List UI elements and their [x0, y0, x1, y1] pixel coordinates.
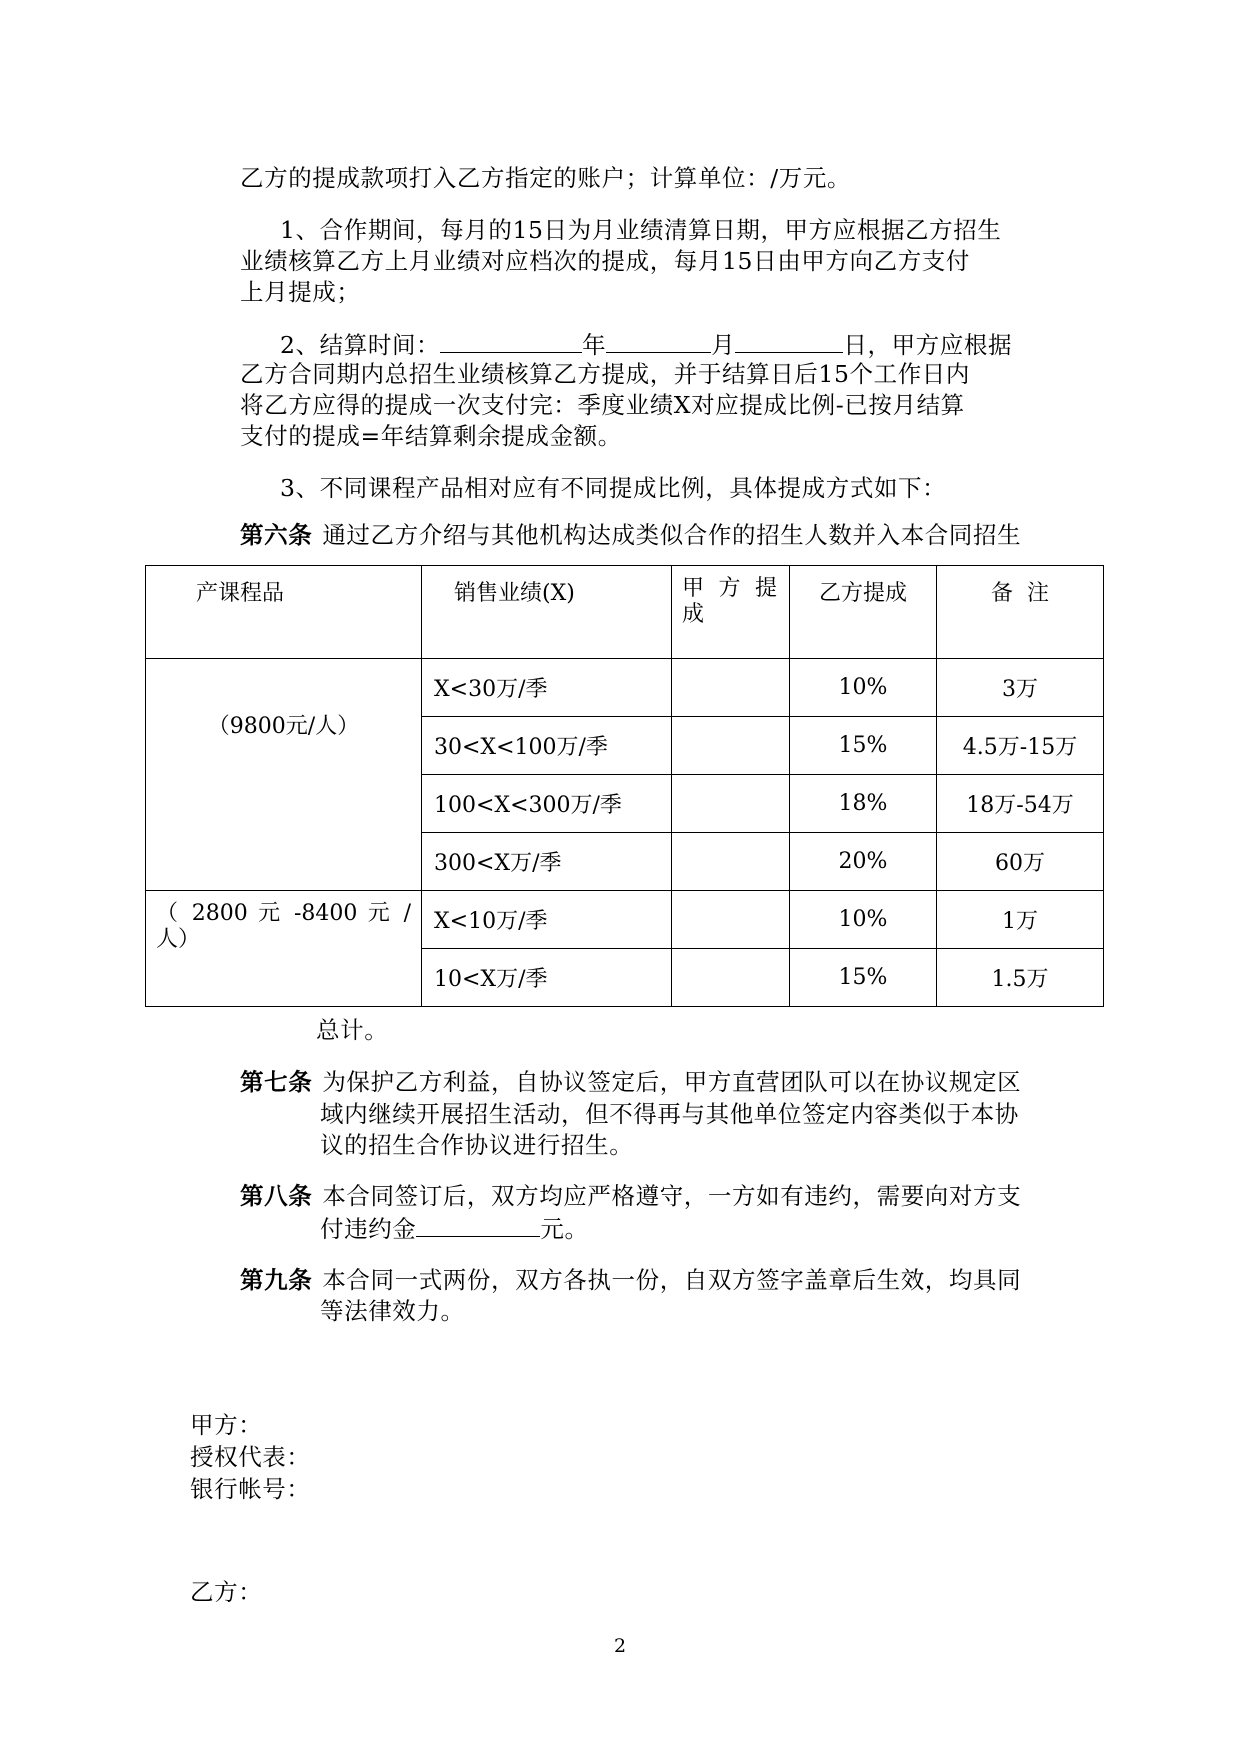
- table-row: [146, 891, 1104, 949]
- article-8-line-2: [320, 1212, 589, 1244]
- representative-label: 授权代表：: [190, 1443, 311, 1471]
- sales-cell: X<10万/季: [422, 891, 672, 949]
- sales-cell: 10<X万/季: [422, 949, 672, 1007]
- party-b-cell: 15%: [790, 949, 937, 1007]
- clause-2-line-4: 支付的提成=年结算剩余提成金额。: [240, 422, 622, 450]
- notes-cell: 4.5万-15万: [937, 717, 1104, 775]
- clause-1-line-2: 业绩核算乙方上月业绩对应档次的提成，每月15日由甲方向乙方支付: [240, 247, 971, 275]
- clause-2-line-2: 乙方合同期内总招生业绩核算乙方提成，并于结算日后15个工作日内: [240, 360, 971, 388]
- article-9-label: 第九条: [240, 1266, 313, 1294]
- sales-cell: 30<X<100万/季: [422, 717, 672, 775]
- month-label: 月: [711, 331, 736, 359]
- article-9-line-1: [240, 1265, 1021, 1295]
- settlement-day-blank[interactable]: [735, 328, 843, 353]
- clause-2-prefix: 2、结算时间：: [280, 331, 441, 359]
- party-a-cell: [672, 891, 790, 949]
- party-b-label: 乙方：: [190, 1578, 263, 1606]
- table-header-row: [146, 566, 1104, 659]
- intro-line: 乙方的提成款项打入乙方指定的账户；计算单位：/万元。: [240, 164, 852, 192]
- article-7-line-2: 域内继续开展招生活动，但不得再与其他单位签定内容类似于本协: [320, 1100, 1019, 1128]
- party-a-label: 甲方：: [190, 1411, 263, 1439]
- header-notes: 备 注: [937, 566, 1104, 659]
- article-6: [240, 520, 1021, 550]
- settlement-month-blank[interactable]: [606, 328, 711, 353]
- notes-cell: 1.5万: [937, 949, 1104, 1007]
- article-7-text-1: 为保护乙方利益，自协议签定后，甲方直营团队可以在协议规定区: [322, 1068, 1022, 1096]
- year-label: 年: [582, 331, 607, 359]
- notes-cell: 1万: [937, 891, 1104, 949]
- party-a-cell: [672, 949, 790, 1007]
- penalty-amount-blank[interactable]: [416, 1212, 540, 1237]
- party-b-cell: 10%: [790, 659, 937, 717]
- party-b-cell: 15%: [790, 717, 937, 775]
- bank-account-label: 银行帐号：: [190, 1475, 311, 1503]
- article-6-label: 第六条: [240, 521, 313, 549]
- header-sales: 销售业绩(X): [422, 566, 672, 659]
- article-9-line-2: 等法律效力。: [320, 1297, 465, 1325]
- sales-cell: X<30万/季: [422, 659, 672, 717]
- penalty-prefix: 付违约金: [320, 1215, 417, 1243]
- party-a-cell: [672, 717, 790, 775]
- product-2800-8400: （ 2800 元 -8400 元 / 人）: [146, 891, 422, 1007]
- sales-cell: 300<X万/季: [422, 833, 672, 891]
- party-a-cell: [672, 833, 790, 891]
- header-party-a: 甲方提成: [672, 566, 790, 659]
- article-9-text-1: 本合同一式两份，双方各执一份，自双方签字盖章后生效，均具同: [322, 1266, 1022, 1294]
- party-a-cell: [672, 775, 790, 833]
- article-7-line-1: [240, 1067, 1021, 1097]
- article-7-label: 第七条: [240, 1068, 313, 1096]
- clause-2-line-1: [280, 328, 1012, 360]
- party-b-cell: 20%: [790, 833, 937, 891]
- clause-2-line-3: 将乙方应得的提成一次支付完：季度业绩X对应提成比例-已按月结算: [240, 391, 965, 419]
- article-8-text-1: 本合同签订后，双方均应严格遵守，一方如有违约，需要向对方支: [322, 1182, 1022, 1210]
- party-a-cell: [672, 659, 790, 717]
- total-line: 总计。: [316, 1016, 389, 1044]
- party-b-cell: 18%: [790, 775, 937, 833]
- clause-3: 3、不同课程产品相对应有不同提成比例，具体提成方式如下：: [280, 474, 947, 502]
- clause-1-line-3: 上月提成；: [240, 278, 361, 306]
- product-9800: （9800元/人）: [146, 659, 422, 891]
- header-party-b: 乙方提成: [790, 566, 937, 659]
- page-number: 2: [613, 1635, 627, 1657]
- header-product: 产课程品: [146, 566, 422, 659]
- notes-cell: 3万: [937, 659, 1104, 717]
- party-b-cell: 10%: [790, 891, 937, 949]
- article-8-label: 第八条: [240, 1182, 313, 1210]
- notes-cell: 60万: [937, 833, 1104, 891]
- clause-1-line-1: 1、合作期间，每月的15日为月业绩清算日期，甲方应根据乙方招生: [280, 216, 1002, 244]
- table-row: [146, 659, 1104, 717]
- sales-cell: 100<X<300万/季: [422, 775, 672, 833]
- article-7-line-3: 议的招生合作协议进行招生。: [320, 1131, 634, 1159]
- article-8-line-1: [240, 1181, 1021, 1211]
- notes-cell: 18万-54万: [937, 775, 1104, 833]
- penalty-suffix: 元。: [540, 1215, 589, 1243]
- commission-table: [145, 565, 1104, 1007]
- settlement-year-blank[interactable]: [440, 328, 582, 353]
- article-6-text: 通过乙方介绍与其他机构达成类似合作的招生人数并入本合同招生: [322, 521, 1022, 549]
- day-suffix: 日，甲方应根据: [843, 331, 1013, 359]
